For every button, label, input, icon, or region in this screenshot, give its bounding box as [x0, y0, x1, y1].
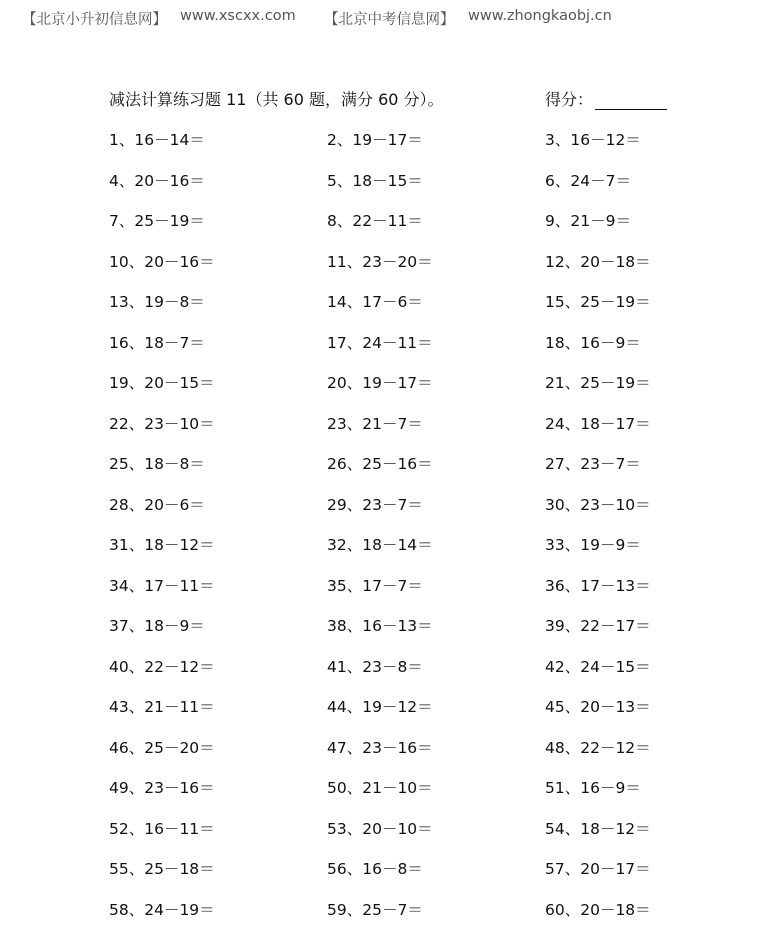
- problem-item: 39、22－17＝: [545, 617, 651, 635]
- problem-item: 46、25－20＝: [109, 738, 215, 757]
- problem-item: 31、18－12＝: [109, 536, 215, 554]
- problem-item: 12、20－18＝: [545, 252, 651, 271]
- problem-item: 30、23－10＝: [545, 495, 651, 514]
- problem-item: 49、23－16＝: [109, 779, 215, 797]
- problem-item: 54、18－12＝: [545, 819, 651, 838]
- problem-item: 24、18－17＝: [545, 414, 651, 433]
- problem-item: 47、23－16＝: [327, 738, 433, 757]
- problem-item: 20、19－17＝: [327, 374, 433, 392]
- problem-item: 6、24－7＝: [545, 171, 631, 190]
- problem-item: 22、23－10＝: [109, 414, 215, 433]
- problem-item: 8、22－11＝: [327, 212, 423, 230]
- problem-item: 17、24－11＝: [327, 333, 433, 352]
- header-site-url-1[interactable]: www.xscxx.com: [180, 8, 296, 24]
- problem-item: 59、25－7＝: [327, 900, 423, 919]
- problem-item: 15、25－19＝: [545, 293, 651, 311]
- problem-item: 56、16－8＝: [327, 860, 423, 878]
- problem-item: 10、20－16＝: [109, 252, 215, 271]
- problem-item: 11、23－20＝: [327, 252, 433, 271]
- problem-item: 9、21－9＝: [545, 212, 631, 230]
- problem-item: 23、21－7＝: [327, 414, 423, 433]
- problem-item: 38、16－13＝: [327, 617, 433, 635]
- problem-item: 41、23－8＝: [327, 657, 423, 676]
- problem-item: 52、16－11＝: [109, 819, 215, 838]
- problem-item: 28、20－6＝: [109, 495, 205, 514]
- header-site-label-2: 【北京中考信息网】: [324, 12, 455, 28]
- problem-item: 36、17－13＝: [545, 576, 651, 595]
- problem-item: 58、24－19＝: [109, 900, 215, 919]
- problem-item: 25、18－8＝: [109, 455, 205, 473]
- problem-item: 19、20－15＝: [109, 374, 215, 392]
- problem-item: 18、16－9＝: [545, 333, 641, 352]
- problem-item: 3、16－12＝: [545, 131, 641, 149]
- problem-item: 42、24－15＝: [545, 657, 651, 676]
- problem-item: 32、18－14＝: [327, 536, 433, 554]
- problem-item: 7、25－19＝: [109, 212, 205, 230]
- header-site-url-2[interactable]: www.zhongkaobj.cn: [468, 8, 612, 24]
- score-blank-line: [595, 91, 667, 110]
- problem-item: 51、16－9＝: [545, 779, 641, 797]
- problem-item: 1、16－14＝: [109, 131, 205, 149]
- score-field: [545, 87, 667, 110]
- header-site-label-1: 【北京小升初信息网】: [22, 12, 167, 28]
- problem-item: 40、22－12＝: [109, 657, 215, 676]
- problem-item: 48、22－12＝: [545, 738, 651, 757]
- problem-item: 5、18－15＝: [327, 171, 423, 190]
- problem-item: 44、19－12＝: [327, 698, 433, 716]
- problem-item: 21、25－19＝: [545, 374, 651, 392]
- problem-item: 60、20－18＝: [545, 900, 651, 919]
- problem-item: 55、25－18＝: [109, 860, 215, 878]
- worksheet-title-row: [109, 87, 679, 111]
- problem-item: 33、19－9＝: [545, 536, 641, 554]
- problem-item: 45、20－13＝: [545, 698, 651, 716]
- problem-item: 16、18－7＝: [109, 333, 205, 352]
- score-label: 得分：: [545, 90, 594, 109]
- problem-item: 14、17－6＝: [327, 293, 423, 311]
- problem-item: 57、20－17＝: [545, 860, 651, 878]
- worksheet-title: 减法计算练习题 11（共 60 题，满分 60 分）。: [109, 90, 444, 109]
- problem-item: 4、20－16＝: [109, 171, 205, 190]
- problem-item: 50、21－10＝: [327, 779, 433, 797]
- problem-item: 27、23－7＝: [545, 455, 641, 473]
- problem-item: 34、17－11＝: [109, 576, 215, 595]
- problem-item: 13、19－8＝: [109, 293, 205, 311]
- problem-item: 29、23－7＝: [327, 495, 423, 514]
- problem-item: 35、17－7＝: [327, 576, 423, 595]
- problem-item: 43、21－11＝: [109, 698, 215, 716]
- problem-item: 37、18－9＝: [109, 617, 205, 635]
- problem-item: 26、25－16＝: [327, 455, 433, 473]
- problem-item: 53、20－10＝: [327, 819, 433, 838]
- problem-item: 2、19－17＝: [327, 131, 423, 149]
